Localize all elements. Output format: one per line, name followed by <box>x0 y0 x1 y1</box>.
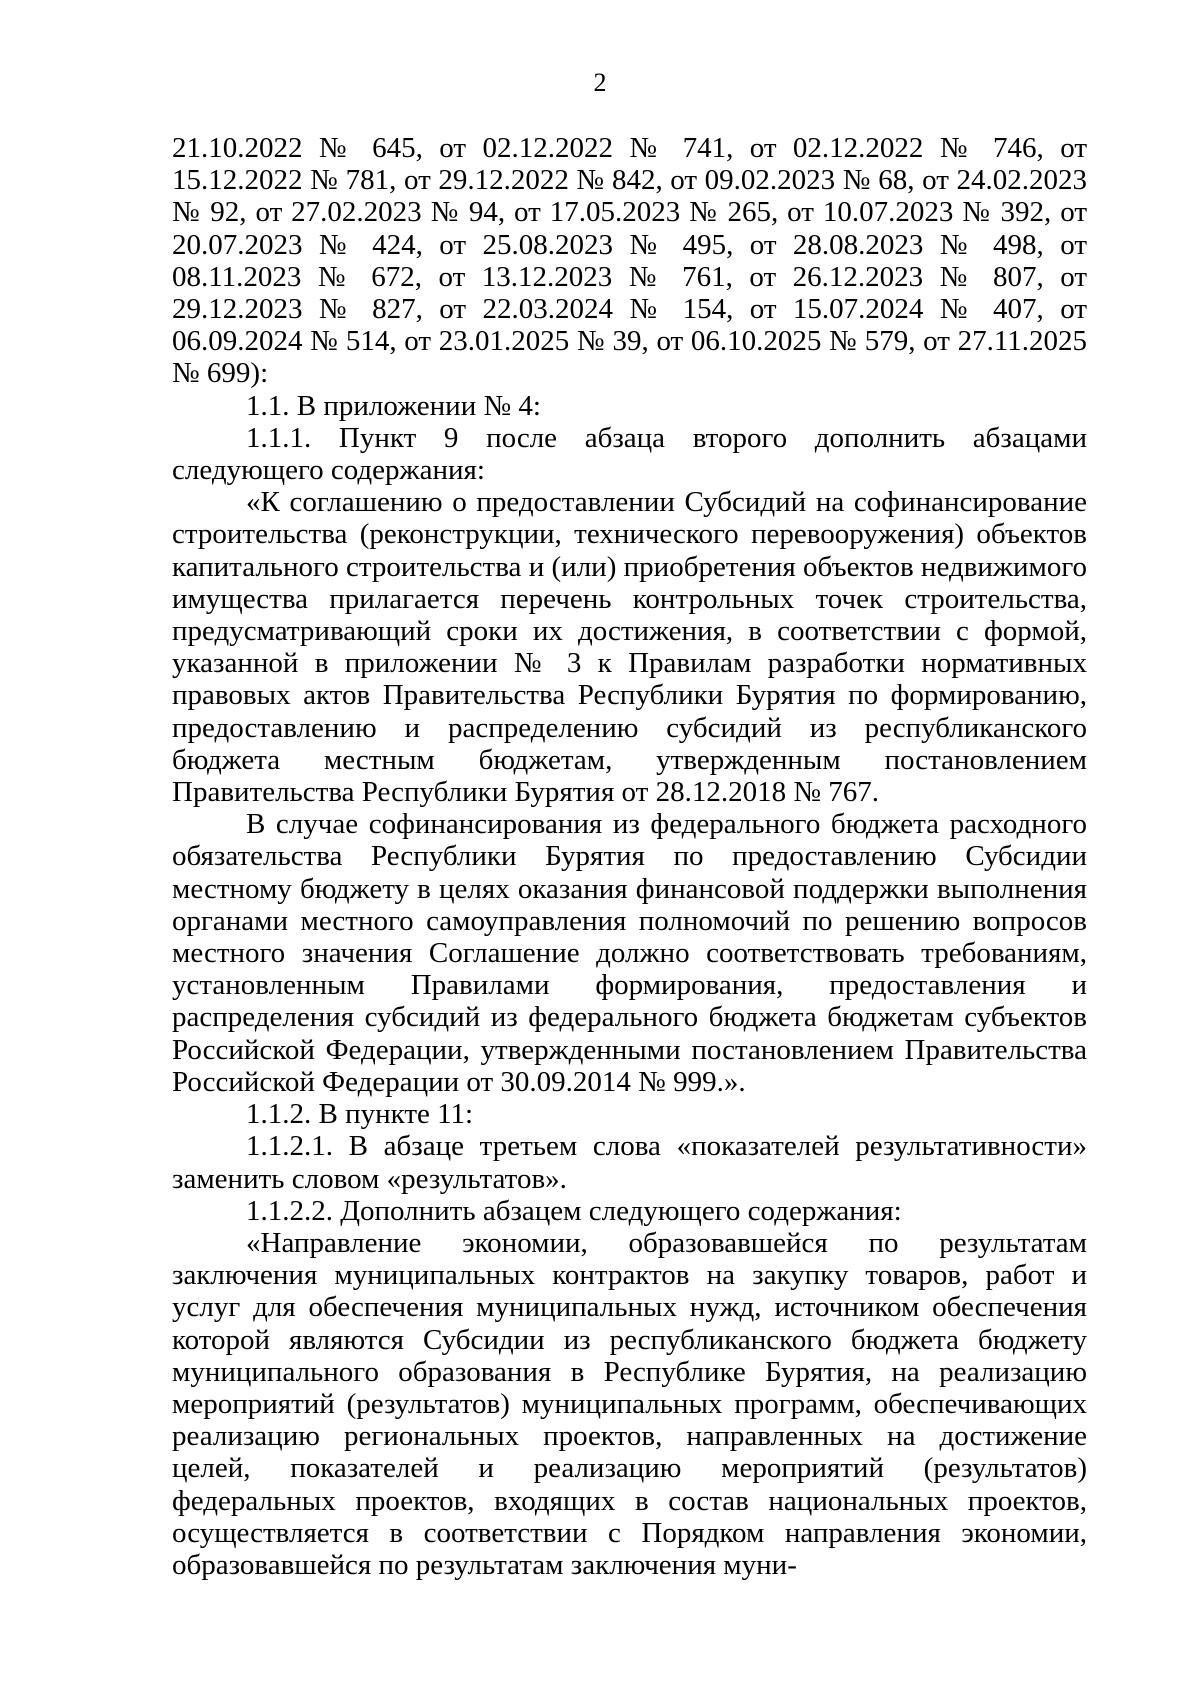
text-line: 21.10.2022 № 645, от 02.12.2022 № 741, от 02.12.2022 № 746, от <box>172 132 1087 164</box>
text-line: № 92, от 27.02.2023 № 94, от 17.05.2023 № 265, от 10.07.2023 № 392, от <box>172 196 1087 229</box>
paragraph-quote-agreement: «К соглашению о предоставлении Субсидий на софинансирование строительства (реконструкции, технического перевооружения) объектов капитального строительства и (или) приобретения объектов недвижимого имущества прилагается перечень контрольных точек строительства, предусматривающий сроки их достижения, в соответствии с формой, указанной в приложении № 3 к Правилам разработки нормативных правовых актов Правительства Республики Бурятия по формированию, предоставлению и распределению субсидий из республиканского бюджета местным бюджетам, утвержденным постановлением Правительства Республики Бурятия от 28.12.2018 № 767. <box>172 486 1087 809</box>
text-line: 20.07.2023 № 424, от 25.08.2023 № 495, от 28.08.2023 № 498, от <box>172 228 1087 261</box>
text-line: 29.12.2023 № 827, от 22.03.2024 № 154, от 15.07.2024 № 407, от <box>172 293 1087 326</box>
text-line: 06.09.2024 № 514, от 23.01.2025 № 39, от 06.10.2025 № 579, от 27.11.2025 <box>172 325 1087 358</box>
text-line: № 699): <box>172 357 269 390</box>
paragraph-1-1: 1.1. В приложении № 4: <box>246 389 541 422</box>
amendments-list-paragraph <box>172 132 1087 390</box>
paragraph-quote-savings: «Направление экономии, образовавшейся по результатам заключения муниципальных контрактов на закупку товаров, работ и услуг для обеспечения муниципальных нужд, источником обеспечения которой являются Субсидии из республиканского бюджета бюджету муниципального образования в Республике Бурятия, на реализацию мероприятий (результатов) муниципальных программ, обеспечивающих реализацию региональных проектов, направленных на достижение целей, показателей и реализацию мероприятий (результатов) федеральных проектов, входящих в состав национальных проектов, осуществляется в соответствии с Порядком направления экономии, образовавшейся по результатам заключения муни- <box>172 1226 1087 1581</box>
text-line: 15.12.2022 № 781, от 29.12.2022 № 842, от 09.02.2023 № 68, от 24.02.2023 <box>172 164 1087 197</box>
paragraph-1-1-1: 1.1.1. Пункт 9 после абзаца второго дополнить абзацами следующего содержания: <box>172 421 1087 487</box>
paragraph-1-1-2: 1.1.2. В пункте 11: <box>246 1098 474 1131</box>
document-body <box>172 132 1087 1581</box>
paragraph-1-1-2-2: 1.1.2.2. Дополнить абзацем следующего содержания: <box>246 1194 902 1227</box>
paragraph-1-1-2-1: 1.1.2.1. В абзаце третьем слова «показателей результативности» заменить словом «результатов». <box>172 1130 1087 1195</box>
paragraph-cofinancing: В случае софинансирования из федерального бюджета расходного обязательства Республики Бурятия по предоставлению Субсидии местному бюджету в целях оказания финансовой поддержки выполнения органами местного самоуправления полномочий по решению вопросов местного значения Соглашение должно соответствовать требованиям, установленным Правилами формирования, предоставления и распределения субсидий из федерального бюджета бюджетам субъектов Российской Федерации, утвержденными постановлением Правительства Российской Федерации от 30.09.2014 № 999.». <box>172 808 1087 1098</box>
page-number: 2 <box>593 68 607 97</box>
text-line: 08.11.2023 № 672, от 13.12.2023 № 761, от 26.12.2023 № 807, от <box>172 260 1087 293</box>
